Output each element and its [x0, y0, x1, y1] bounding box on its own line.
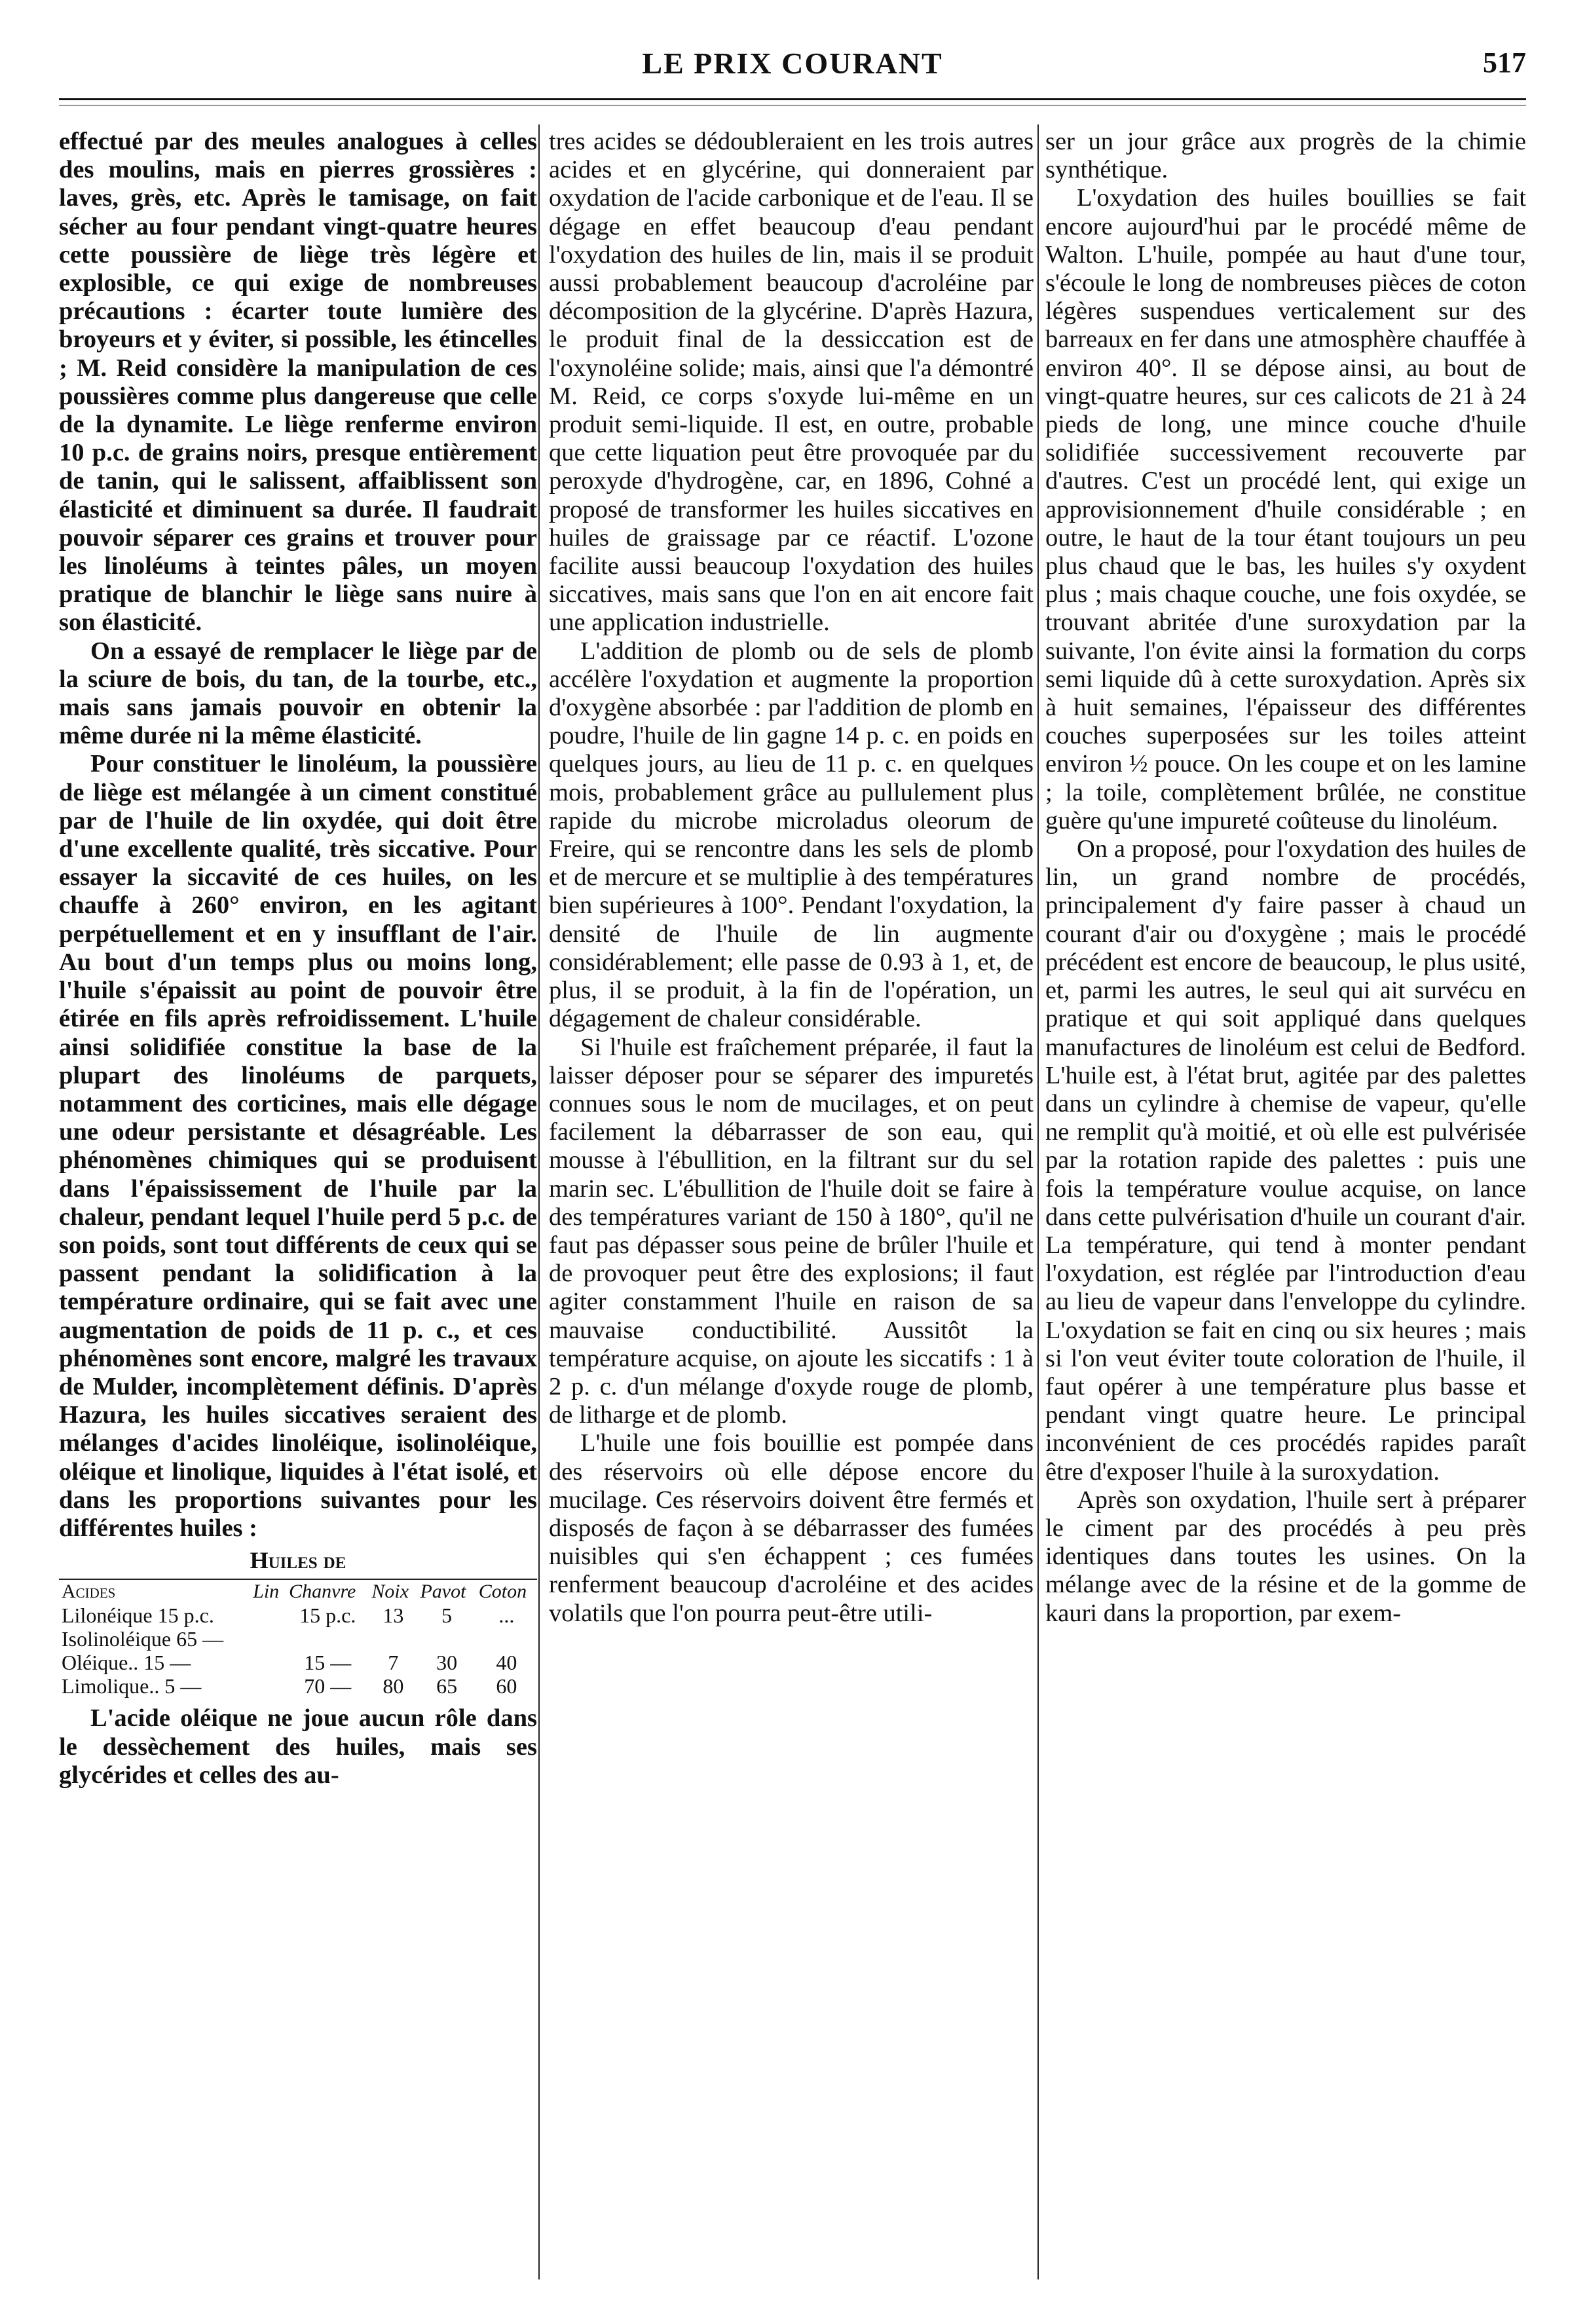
column-1 [59, 128, 537, 1790]
paragraph: tres acides se dédoubleraient en les trois autres acides et en glycérine, qui donneraient par oxydation de l'acide carbonique et de l'eau. Il se dégage en effet beaucoup d'eau pendant l'oxydation des huiles de lin, mais il se produit aussi probablement beaucoup d'acroléine par décomposition de la glycérine. D'après Hazura, le produit final de la dessiccation est de l'oxynoléine solide; mais, ainsi que l'a démontré M. Reid, ce corps s'oxyde lui-même en un produit semi-liquide. Il est, en outre, probable que cette liquation peut être provoquée par du peroxyde d'hydrogène, car, en 1896, Cohné a proposé de transformer les huiles siccatives en huiles de graissage par ce réactif. L'ozone facilite aussi beaucoup l'oxydation des huiles siccatives, mais sans que l'on en ait encore fait une application industrielle. [549, 128, 1034, 637]
oil-acids-table [59, 1579, 537, 1698]
table-cell: 65 [436, 1674, 458, 1698]
paragraph: L'acide oléique ne joue aucun rôle dans le dessèchement des huiles, mais ses glycérides et celles des au- [59, 1704, 537, 1789]
paragraph: Pour constituer le linoléum, la poussière de liège est mélangée à un ciment constitué par de l'huile de lin oxydée, qui doit être d'une excellente qualité, très siccative. Pour essayer la siccavité de ces huiles, on les chauffe à 260° environ, en les agitant perpétuellement et en y insufflant de l'air. Au bout d'un temps plus ou moins long, l'huile s'épaissit au point de pouvoir être étirée en fils après refroidissement. L'huile ainsi solidifiée constitue la base de la plupart des linoléums de parquets, notamment des corticines, mais elle dégage une odeur persistante et désagréable. Les phénomènes chimiques qui se produisent dans l'épaississement de l'huile par la chaleur, pendant lequel l'huile perd 5 p.c. de son poids, sont tout différents de ceux qui se passent pendant la solidification à la température ordinaire, qui se fait avec une augmentation de poids de 11 p. c., et ces phénomènes sont encore, malgré les travaux de Mulder, incomplètement définis. D'après Hazura, les huiles siccatives seraient des mélanges d'acides linoléique, isolinoléique, oléique et linolique, liquides à l'état isolé, et dans les proportions suivantes pour les différentes huiles : [59, 750, 537, 1542]
table-cell: Lilonéique 15 p.c. [62, 1603, 214, 1628]
table-cell [250, 1651, 286, 1674]
table-header-lin: Lin [250, 1579, 286, 1603]
table-cell [369, 1627, 417, 1651]
column-3 [1045, 128, 1526, 1628]
table-cell: 15 — [304, 1651, 352, 1675]
paragraph: On a proposé, pour l'oxydation des huiles de lin, un grand nombre de procédés, principalement d'y faire passer à chaud un courant d'air ou d'oxygène ; mais le procédé précédent est encore de beaucoup, le plus usité, et, parmi les autres, le seul qui ait survécu en pratique et qui soit appliqué dans quelques manufactures de linoléum est celui de Bedford. L'huile est, à l'état brut, agitée par des palettes dans un cylindre à chemise de vapeur, qu'elle ne remplit qu'à moitié, et où elle est pulvérisée par la rotation rapide des palettes : puis une fois la température voulue acquise, on lance dans cette pulvérisation d'huile un courant d'air. La température, qui tend à monter pendant l'oxydation, est réglée par l'introduction d'eau au lieu de vapeur dans l'enveloppe du cylindre. L'oxydation se fait en cinq ou six heures ; mais si l'on veut éviter toute coloration de l'huile, il faut opérer à une température plus basse et pendant vingt quatre heure. Le principal inconvénient de ces procédés rapides paraît être d'exposer l'huile à la suroxydation. [1045, 835, 1526, 1486]
paragraph: effectué par des meules analogues à celles des moulins, mais en pierres grossières : laves, grès, etc. Après le tamisage, on fait sécher au four pendant vingt-quatre heures cette poussière de liège très légère et explosible, ce qui exige de nombreuses précautions : écarter toute lumière des broyeurs et y éviter, si possible, les étincelles ; M. Reid considère la manipulation de ces poussières comme plus dangereuse que celle de la dynamite. Le liège renferme environ 10 p.c. de grains noirs, presque entièrement de tanin, qui le salissent, affaiblissent son élasticité et diminuent sa durée. Il faudrait pouvoir séparer ces grains et trouver pour les linoléums à teintes pâles, un moyen pratique de blanchir le liège sans nuire à son élasticité. [59, 128, 537, 637]
column-divider [538, 124, 540, 2279]
table-cell: 80 [383, 1674, 404, 1698]
table-header-noix: Noix [369, 1579, 417, 1603]
column-divider [1037, 124, 1039, 2279]
table-cell: 60 [496, 1674, 517, 1698]
table-cell: 70 — [304, 1674, 352, 1698]
table-cell: Isolinoléique 65 — [62, 1627, 224, 1651]
table-cell: Limolique.. 5 — [62, 1674, 202, 1698]
table-header-acids: Acides [59, 1579, 250, 1603]
paragraph: On a essayé de remplacer le liège par de la sciure de bois, du tan, de la tourbe, etc., mais sans jamais pouvoir en obtenir la même durée ni la même élasticité. [59, 637, 537, 750]
table-cell: ... [498, 1603, 515, 1628]
header-rule [59, 98, 1526, 100]
table-header-pavot: Pavot [417, 1579, 476, 1603]
table-cell: 15 p.c. [299, 1603, 356, 1628]
table-cell [286, 1627, 369, 1651]
table-cell [250, 1674, 286, 1698]
table-cell: Oléique.. 15 — [62, 1651, 191, 1675]
table-cell [417, 1627, 476, 1651]
paragraph: Si l'huile est fraîchement préparée, il faut la laisser déposer pour se séparer des impuretés connues sous le nom de mucilages, et on peut facilement la débarrasser de son eau, qui mousse à l'ébullition, en la filtrant sur du sel marin sec. L'ébullition de l'huile doit se faire à des températures variant de 150 à 180°, qu'il ne faut pas dépasser sous peine de brûler l'huile et de provoquer peut être des explosions; il faut agiter constamment l'huile en raison de sa mauvaise conductibilité. Aussitôt la température acquise, on ajoute les siccatifs : 1 à 2 p. c. d'un mélange d'oxyde rouge de plomb, de litharge et de plomb. [549, 1033, 1034, 1429]
page-header [59, 46, 1526, 92]
table-cell: 40 [496, 1651, 517, 1675]
table-cell [250, 1603, 286, 1627]
table-row [59, 1674, 537, 1698]
paragraph: L'huile une fois bouillie est pompée dans des réservoirs où elle dépose encore du mucilage. Ces réservoirs doivent être fermés et disposés de façon à se débarrasser des fumées nuisibles qui s'en échappent ; ces fumées renferment beaucoup d'acroléine et des acides volatils que l'on pourra peut-être utili- [549, 1429, 1034, 1627]
table-header-row [59, 1579, 537, 1603]
table-title: Huiles de [250, 1547, 346, 1574]
page-number: 517 [1483, 47, 1526, 79]
paragraph: ser un jour grâce aux progrès de la chimie synthétique. [1045, 128, 1526, 184]
table-cell: 30 [436, 1651, 458, 1675]
paragraph: L'oxydation des huiles bouillies se fait encore aujourd'hui par le procédé même de Walton. L'huile, pompée au haut d'une tour, s'écoule le long de nombreuses pièces de coton légères suspendues verticalement sur des barreaux en fer dans une atmosphère chauffée à environ 40°. Il se dépose ainsi, au bout de vingt-quatre heures, sur ces calicots de 21 à 24 pieds de long, une mince couche d'huile solidifiée successivement recouverte par d'autres. C'est un procédé lent, qui exige un approvisionnement d'huile considérable ; en outre, le haut de la tour étant toujours un peu plus chaud que le bas, les huiles s'y oxydent plus ; mais chaque couche, une fois oxydée, se trouvant abritée d'une suroxydation par la suivante, l'on évite ainsi la formation du corps semi liquide dû à cette suroxydation. Après six à huit semaines, l'épaisseur des différentes couches superposées sur les toiles atteint environ ½ pouce. On les coupe et on les lamine ; la toile, complètement brûlée, ne constitue guère qu'une impureté coûteuse du linoléum. [1045, 184, 1526, 834]
table-row [59, 1651, 537, 1674]
table-cell [476, 1627, 537, 1651]
table-cell: 7 [388, 1651, 399, 1675]
table-row [59, 1627, 537, 1651]
table-cell [250, 1627, 286, 1651]
table-cell: 5 [441, 1603, 453, 1628]
journal-title: LE PRIX COURANT [642, 47, 943, 80]
table-cell: 13 [383, 1603, 404, 1628]
table-header-chanvre: Chanvre [286, 1579, 369, 1603]
table-row [59, 1603, 537, 1627]
column-2 [549, 128, 1034, 1628]
paragraph: L'addition de plomb ou de sels de plomb accélère l'oxydation et augmente la proportion d'oxygène absorbée : par l'addition de plomb en poudre, l'huile de lin gagne 14 p. c. en poids en quelques jours, au lieu de 11 p. c. en quelques mois, probablement grâce au pullulement plus rapide du microbe microladus oleorum de Freire, qui se rencontre dans les sels de plomb et de mercure et se multiplie à des températures bien supérieures à 100°. Pendant l'oxydation, la densité de l'huile de lin augmente considérablement; elle passe de 0.93 à 1, et, de plus, il se produit, à la fin de l'opération, un dégagement de chaleur considérable. [549, 637, 1034, 1033]
paragraph: Après son oxydation, l'huile sert à préparer le ciment par des procédés à peu près identiques dans toutes les usines. On la mélange avec de la résine et de la gomme de kauri dans la proportion, par exem- [1045, 1486, 1526, 1627]
table-header-coton: Coton [476, 1579, 537, 1603]
